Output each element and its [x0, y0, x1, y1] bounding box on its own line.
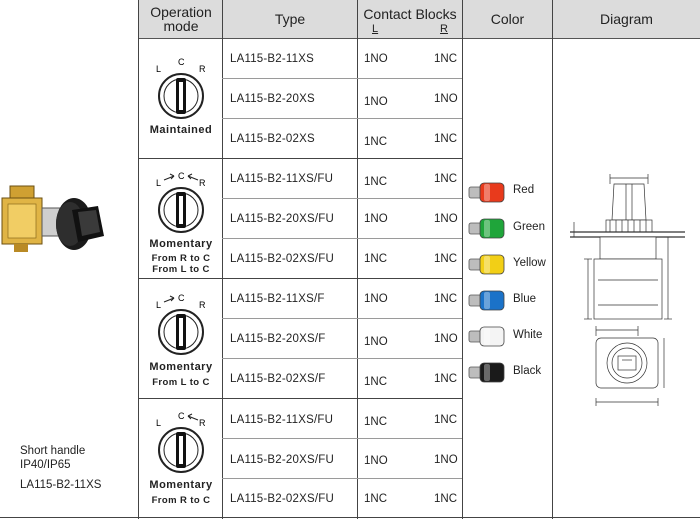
mode-3-pos-c: C — [178, 293, 185, 303]
row-5-right: 1NO — [434, 213, 458, 225]
grid-hline — [222, 358, 462, 359]
mode-3-pos-r: R — [199, 300, 206, 310]
selector-switch-icon — [150, 408, 212, 480]
mode-1-pos-r: R — [199, 64, 206, 74]
mode-4-label: Momentary — [149, 479, 213, 491]
mode-2-sub2: From L to C — [152, 264, 210, 275]
row-3-type: LA115-B2-02XS — [230, 133, 315, 145]
header-color: Color — [490, 11, 525, 27]
row-8-type: LA115-B2-20XS/F — [230, 333, 326, 345]
mode-2-pos-r: R — [199, 178, 206, 188]
note-line1: Short handle — [20, 445, 86, 457]
header-operation-mode-line1: Operation — [150, 4, 212, 20]
row-1-right: 1NC — [434, 53, 458, 65]
color-label-blue: Blue — [513, 293, 537, 305]
dimension-drawing — [560, 160, 695, 410]
mode-1-pos-l: L — [156, 64, 162, 74]
grid-hline — [222, 438, 462, 439]
grid-hline — [222, 78, 462, 79]
row-8-right: 1NO — [434, 333, 458, 345]
color-label-yellow: Yellow — [513, 257, 546, 269]
row-5-left: 1NO — [364, 213, 388, 225]
row-5-type: LA115-B2-20XS/FU — [230, 213, 334, 225]
selector-switch-icon — [150, 168, 212, 240]
grid-vline-1 — [138, 0, 139, 519]
product-photo — [0, 180, 112, 275]
color-swatch-blue — [468, 288, 508, 312]
note-line2: IP40/IP65 — [20, 459, 71, 471]
row-8-left: 1NO — [364, 336, 388, 348]
row-6-left: 1NC — [364, 253, 388, 265]
row-7-right: 1NC — [434, 293, 458, 305]
header-operation-mode — [140, 0, 222, 38]
row-11-type: LA115-B2-20XS/FU — [230, 454, 334, 466]
row-2-right: 1NO — [434, 93, 458, 105]
row-10-type: LA115-B2-11XS/FU — [230, 414, 334, 426]
mode-1-pos-c: C — [178, 57, 185, 67]
header-contact-blocks — [358, 0, 462, 38]
row-12-left: 1NC — [364, 493, 388, 505]
row-4-type: LA115-B2-11XS/FU — [230, 173, 334, 185]
grid-hline — [222, 118, 462, 119]
color-swatch-red — [468, 180, 508, 204]
row-6-right: 1NC — [434, 253, 458, 265]
row-2-type: LA115-B2-20XS — [230, 93, 315, 105]
mode-4-pos-r: R — [199, 418, 206, 428]
row-1-type: LA115-B2-11XS — [230, 53, 315, 65]
mode-4-pos-l: L — [156, 418, 162, 428]
mode-4-pos-c: C — [178, 411, 185, 421]
mode-4-sub1: From R to C — [151, 495, 211, 506]
row-4-right: 1NC — [434, 173, 458, 185]
row-1-left: 1NO — [364, 53, 388, 65]
header-contact-blocks-label: Contact Blocks — [363, 6, 457, 22]
row-7-left: 1NO — [364, 293, 388, 305]
selector-switch-icon — [150, 54, 212, 126]
color-swatch-white — [468, 324, 508, 348]
mode-2-pos-c: C — [178, 171, 185, 181]
mode-3-pos-l: L — [156, 300, 162, 310]
mode-2-label: Momentary — [149, 238, 213, 250]
header-contact-left: L — [372, 23, 379, 35]
grid-hline-group — [138, 158, 462, 159]
row-11-right: 1NO — [434, 454, 458, 466]
mode-1-label: Maintained — [149, 124, 213, 136]
row-9-right: 1NC — [434, 373, 458, 385]
header-contact-right: R — [440, 23, 448, 35]
row-9-left: 1NC — [364, 376, 388, 388]
color-swatch-black — [468, 360, 508, 384]
mode-2-pos-l: L — [156, 178, 162, 188]
mode-3-sub1: From L to C — [152, 377, 210, 388]
mode-3-label: Momentary — [149, 361, 213, 373]
note-line3: LA115-B2-11XS — [20, 479, 102, 491]
row-10-left: 1NC — [364, 416, 388, 428]
grid-hline — [222, 238, 462, 239]
color-label-black: Black — [513, 365, 542, 377]
row-6-type: LA115-B2-02XS/FU — [230, 253, 334, 265]
grid-hline — [222, 198, 462, 199]
row-9-type: LA115-B2-02XS/F — [230, 373, 326, 385]
selector-switch-icon — [150, 290, 212, 362]
row-3-left: 1NC — [364, 136, 388, 148]
header-operation-mode-line2: mode — [163, 18, 199, 34]
row-10-right: 1NC — [434, 414, 458, 426]
color-label-white: White — [513, 329, 543, 341]
grid-vline-5 — [552, 0, 553, 519]
color-label-green: Green — [513, 221, 545, 233]
row-4-left: 1NC — [364, 176, 388, 188]
grid-hline — [222, 318, 462, 319]
row-12-right: 1NC — [434, 493, 458, 505]
row-11-left: 1NO — [364, 455, 388, 467]
row-3-right: 1NC — [434, 133, 458, 145]
grid-vline-4 — [462, 0, 463, 519]
grid-hline — [222, 478, 462, 479]
header-contact-lr — [358, 22, 462, 36]
mode-2-sub1: From R to C — [151, 253, 211, 264]
header-diagram: Diagram — [600, 11, 653, 27]
row-7-type: LA115-B2-11XS/F — [230, 293, 325, 305]
color-swatch-yellow — [468, 252, 508, 276]
row-12-type: LA115-B2-02XS/FU — [230, 493, 334, 505]
grid-hline-bottom — [0, 517, 700, 518]
header-type: Type — [274, 11, 306, 27]
color-label-red: Red — [513, 184, 535, 196]
color-swatch-green — [468, 216, 508, 240]
grid-hline-group — [138, 398, 462, 399]
grid-hline-group — [138, 278, 462, 279]
row-2-left: 1NO — [364, 96, 388, 108]
